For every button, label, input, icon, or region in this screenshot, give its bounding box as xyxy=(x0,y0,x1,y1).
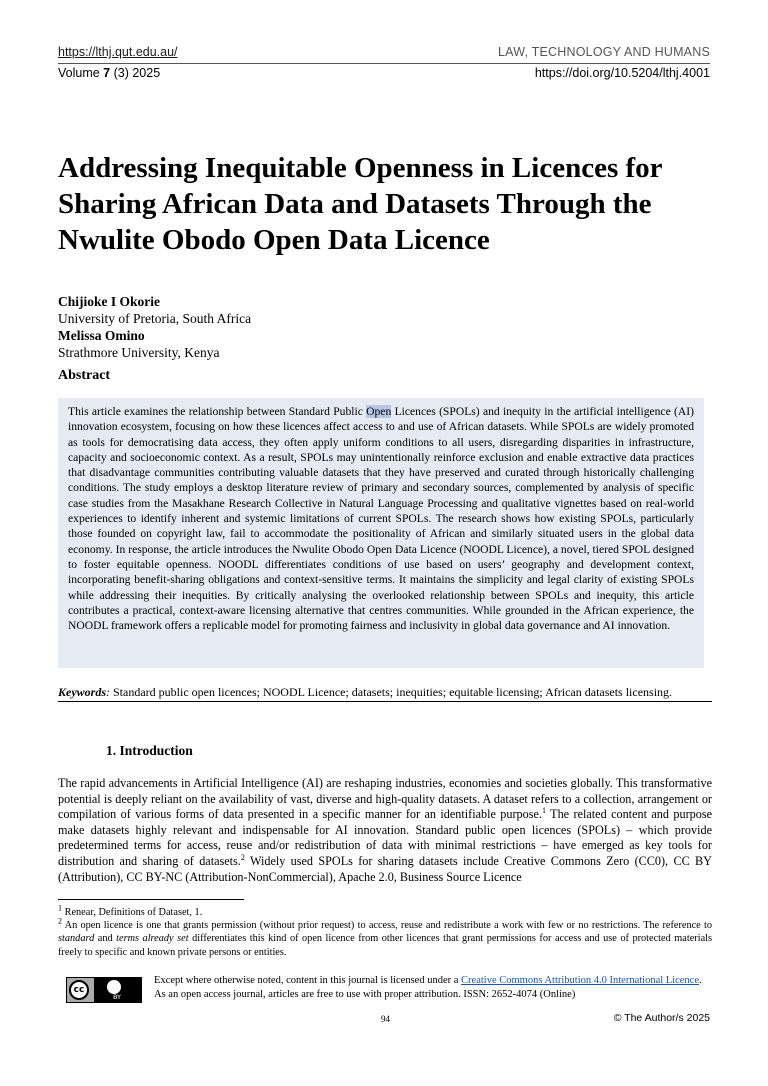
abstract-heading: Abstract xyxy=(58,368,111,383)
keywords-text: Standard public open licences; NOODL Licence; datasets; inequities; equitable licensing; African datasets licensing. xyxy=(110,685,673,699)
footnote-ref[interactable]: 2 xyxy=(240,852,245,862)
author-block-2 xyxy=(58,327,219,361)
section-heading: 1. Introduction xyxy=(106,743,193,758)
journal-url-link[interactable]: https://lthj.qut.edu.au/ xyxy=(58,45,178,59)
header-divider xyxy=(58,63,710,64)
copyright-notice: © The Author/s 2025 xyxy=(613,1012,710,1024)
license-link[interactable]: Creative Commons Attribution 4.0 International Licence xyxy=(461,975,699,986)
keywords-label: Keywords xyxy=(58,685,106,699)
author-name: Chijioke I Okorie xyxy=(58,294,161,309)
running-header xyxy=(58,45,710,63)
author-affiliation: Strathmore University, Kenya xyxy=(58,345,220,360)
search-highlight: Open xyxy=(366,405,392,418)
attribution-person-icon xyxy=(107,980,121,994)
author-block-1 xyxy=(58,293,251,327)
author-name: Melissa Omino xyxy=(58,328,145,343)
footnote-2: $^2$ An open licence is one that grants permission (without prior request) to access, reuse and redistribute a work with few or no restrictions. The reference to standard and terms already set differentiates this kind of open licence from other licences that grant permissions for access and use of protected materials freely to specific and known private persons or entities. xyxy=(58,916,713,958)
by-label: BY xyxy=(112,993,122,1001)
footnote-1: $^1$ Renear, Definitions of Dataset, 1. xyxy=(58,903,203,918)
body-paragraph: The rapid advancements in Artificial Intelligence (AI) are reshaping industries, economies and societies globally. This transformative potential is deeply reliant on the availability of vast, diverse and high-quality datasets. A dataset refers to a collection, arrangement or compilation of various forms of data presented in a specific manner for an identifiable purpose.$^1$ The related content and purpose make datasets highly relevant and indispensable for AI innovation. Standard public open licences (SPOLs) – which provide predetermined terms for access, reuse and/or redistribution of data with minimal restrictions – have emerged as key tools for distribution and sharing of datasets.$^2$ Widely used SPOLs for sharing datasets include Creative Commons Zero (CC0), CC BY (Attribution), CC BY-NC (Attribution-NonCommercial), Apache 2.0, Business Source Licence xyxy=(58,776,712,884)
footnote-divider xyxy=(58,899,244,900)
journal-name: LAW, TECHNOLOGY AND HUMANS xyxy=(498,45,710,59)
issue-line xyxy=(58,66,710,84)
author-affiliation: University of Pretoria, South Africa xyxy=(58,311,252,326)
article-title: Addressing Inequitable Openness in Licences for Sharing African Data and Datasets Through the Nwulite Obodo Open Data Licence xyxy=(58,152,662,256)
doi-link[interactable]: https://doi.org/10.5204/lthj.4001 xyxy=(534,66,710,80)
volume-number: 7 xyxy=(103,66,111,80)
keywords: Keywords: Standard public open licences; NOODL Licence; datasets; inequities; equitable licensing; African datasets licensing. xyxy=(58,685,673,699)
cc-by-license-icon[interactable] xyxy=(66,977,142,1003)
keywords-divider xyxy=(58,701,712,702)
footnote-ref[interactable]: 1 xyxy=(541,806,546,816)
page-number: 94 xyxy=(381,1014,390,1024)
abstract-box xyxy=(58,398,704,668)
volume-info: Volume 7 (3) 2025 xyxy=(58,66,161,80)
abstract-text: This article examines the relationship between Standard Public Open Licences (SPOLs) and inequity in the artificial intelligence (AI) innovation ecosystem, focusing on how these licences affect access to and use of African datasets. While SPOLs are widely promoted as tools for democratising data access, they often apply uniform conditions to all users, disregarding disparities in infrastructure, capacity and socioeconomic context. As a result, SPOLs may unintentionally reinforce exclusion and enable extractive data practices that disadvantage communities contributing valuable datasets that they have preserved and curated through historically challenging conditions. The study employs a desktop literature review of primary and secondary sources, complemented by analysis of specific case studies from the Masakhane Research Collective in Natural Language Processing and qualitative vignettes based on real-world experiences to identify inherent and systemic limitations of current SPOLs. The research shows how existing SPOLs, particularly those founded on copyright law, fail to accommodate the positionality of African and similarly situated users in the global data economy. In response, the article introduces the Nwulite Obodo Open Data Licence (NOODL Licence), a novel, tiered SPOL designed to foster equitable openness. NOODL differentiates conditions of use based on users’ geography and development context, incorporating benefit-sharing obligations and context-sensitive terms. It maintains the simplicity and legal clarity of existing SPOLs while addressing their inequities. By critically analysing the overlooked relationship between SPOLs and inequity, this article contributes a practical, context-aware licensing alternative that centres communities. While grounded in the African experience, the NOODL framework offers a replicable model for promoting fairness and inclusivity in global data governance and AI innovation. xyxy=(68,405,694,633)
cc-icon: cc xyxy=(69,980,89,1000)
license-notice: Except where otherwise noted, content in this journal is licensed under a Creative Commons Attribution 4.0 International Licence. As an open access journal, articles are free to use with proper attribution. ISSN: 2652-4074 (Online) xyxy=(154,975,702,1000)
